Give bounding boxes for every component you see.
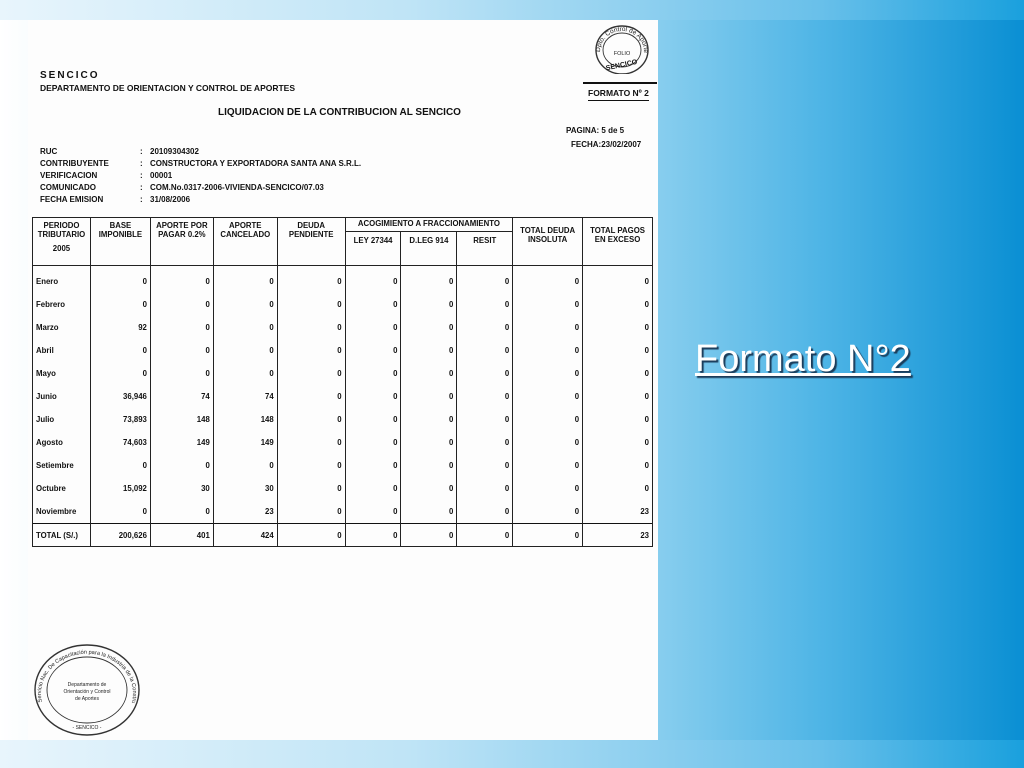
cell-total-deuda: 0 <box>513 431 583 454</box>
row-month: Mayo <box>33 362 91 385</box>
info-colon: : <box>140 195 143 204</box>
cell-ley: 0 <box>345 362 401 385</box>
cell-dleg: 0 <box>401 293 457 316</box>
table-row <box>33 293 653 316</box>
row-month: Enero <box>33 266 91 294</box>
cell-resit: 0 <box>457 431 513 454</box>
cell-aporte-pagar: 0 <box>150 316 213 339</box>
cell-ley: 0 <box>345 293 401 316</box>
cell-total-pagos: 0 <box>583 339 653 362</box>
cell-ley: 0 <box>345 431 401 454</box>
cell-resit: 0 <box>457 500 513 524</box>
cell-dleg: 0 <box>401 454 457 477</box>
cell-dleg: 0 <box>401 477 457 500</box>
cell-total-pagos: 0 <box>583 362 653 385</box>
top-decorative-band <box>0 0 1024 20</box>
table-row <box>33 266 653 294</box>
cell-total-deuda: 0 <box>513 408 583 431</box>
svg-text:Dpto. Control de Aportes <box>586 22 649 53</box>
total-pagos-exceso: 23 <box>583 524 653 547</box>
cell-total-pagos: 0 <box>583 293 653 316</box>
total-resit: 0 <box>457 524 513 547</box>
cell-total-deuda: 0 <box>513 293 583 316</box>
cell-dleg: 0 <box>401 385 457 408</box>
cell-total-pagos: 23 <box>583 500 653 524</box>
cell-base: 0 <box>90 362 150 385</box>
cell-resit: 0 <box>457 316 513 339</box>
header-periodo <box>33 218 91 266</box>
info-colon: : <box>140 159 143 168</box>
total-base: 200,626 <box>90 524 150 547</box>
cell-resit: 0 <box>457 339 513 362</box>
cell-base: 0 <box>90 454 150 477</box>
total-aporte-cancelado: 424 <box>213 524 277 547</box>
cell-deuda: 0 <box>277 431 345 454</box>
info-label: FECHA EMISION <box>40 195 104 204</box>
info-value: COM.No.0317-2006-VIVIENDA-SENCICO/07.03 <box>150 183 324 192</box>
cell-aporte-cancelado: 30 <box>213 477 277 500</box>
cell-aporte-cancelado: 0 <box>213 316 277 339</box>
cell-aporte-pagar: 0 <box>150 339 213 362</box>
total-label: TOTAL (S/.) <box>33 524 91 547</box>
cell-base: 74,603 <box>90 431 150 454</box>
cell-base: 0 <box>90 500 150 524</box>
info-value: 20109304302 <box>150 147 199 156</box>
row-month: Junio <box>33 385 91 408</box>
header-total-pagos: TOTAL PAGOS EN EXCESO <box>583 218 653 266</box>
cell-ley: 0 <box>345 477 401 500</box>
cell-ley: 0 <box>345 339 401 362</box>
table-row <box>33 454 653 477</box>
cell-dleg: 0 <box>401 266 457 294</box>
info-label: VERIFICACION <box>40 171 98 180</box>
total-deuda-insoluta: 0 <box>513 524 583 547</box>
cell-aporte-pagar: 30 <box>150 477 213 500</box>
folio-stamp-icon <box>586 22 652 74</box>
cell-aporte-cancelado: 0 <box>213 454 277 477</box>
cell-aporte-pagar: 148 <box>150 408 213 431</box>
cell-aporte-cancelado: 0 <box>213 266 277 294</box>
cell-total-pagos: 0 <box>583 316 653 339</box>
cell-deuda: 0 <box>277 293 345 316</box>
slide-title: Formato N°2 <box>695 338 911 380</box>
header-dleg: D.LEG 914 <box>401 232 457 266</box>
header-total-deuda: TOTAL DEUDA INSOLUTA <box>513 218 583 266</box>
cell-total-deuda: 0 <box>513 316 583 339</box>
cell-aporte-pagar: 149 <box>150 431 213 454</box>
cell-ley: 0 <box>345 454 401 477</box>
stamp-top-ring-text: Dpto. Control de Aporte <box>594 25 650 54</box>
cell-base: 36,946 <box>90 385 150 408</box>
cell-total-pagos: 0 <box>583 431 653 454</box>
cell-deuda: 0 <box>277 408 345 431</box>
cell-aporte-pagar: 0 <box>150 362 213 385</box>
cell-ley: 0 <box>345 316 401 339</box>
org-name: SENCICO <box>40 70 100 81</box>
info-label: CONTRIBUYENTE <box>40 159 109 168</box>
cell-base: 73,893 <box>90 408 150 431</box>
cell-deuda: 0 <box>277 339 345 362</box>
seal-ring-text: Servicio Nac. De Capacitación para la Industria de la Constru <box>36 649 138 704</box>
cell-base: 0 <box>90 266 150 294</box>
scanned-document <box>28 20 658 740</box>
cell-base: 0 <box>90 293 150 316</box>
row-month: Marzo <box>33 316 91 339</box>
cell-deuda: 0 <box>277 454 345 477</box>
table-row <box>33 500 653 524</box>
header-acogimiento: ACOGIMIENTO A FRACCIONAMIENTO <box>345 218 513 232</box>
cell-aporte-cancelado: 0 <box>213 339 277 362</box>
cell-deuda: 0 <box>277 316 345 339</box>
cell-total-pagos: 0 <box>583 266 653 294</box>
info-row-comunicado <box>40 182 361 194</box>
cell-base: 15,092 <box>90 477 150 500</box>
cell-aporte-pagar: 0 <box>150 266 213 294</box>
cell-aporte-cancelado: 0 <box>213 293 277 316</box>
cell-resit: 0 <box>457 293 513 316</box>
cell-aporte-cancelado: 148 <box>213 408 277 431</box>
row-month: Julio <box>33 408 91 431</box>
table-row <box>33 316 653 339</box>
cell-ley: 0 <box>345 385 401 408</box>
cell-total-deuda: 0 <box>513 385 583 408</box>
cell-dleg: 0 <box>401 316 457 339</box>
row-month: Febrero <box>33 293 91 316</box>
total-dleg: 0 <box>401 524 457 547</box>
info-colon: : <box>140 147 143 156</box>
table-row <box>33 362 653 385</box>
cell-aporte-cancelado: 149 <box>213 431 277 454</box>
cell-dleg: 0 <box>401 339 457 362</box>
table-total-row <box>33 524 653 547</box>
cell-total-deuda: 0 <box>513 454 583 477</box>
table-row <box>33 477 653 500</box>
cell-aporte-cancelado: 0 <box>213 362 277 385</box>
info-colon: : <box>140 171 143 180</box>
stamp-top-sencico: SENCICO <box>605 58 639 73</box>
cell-total-pagos: 0 <box>583 454 653 477</box>
cell-resit: 0 <box>457 362 513 385</box>
bottom-decorative-band <box>0 740 1024 768</box>
table-row <box>33 431 653 454</box>
format-label: FORMATO Nº 2 <box>588 88 649 101</box>
seal-center-line2: Orientación y Control <box>63 689 111 695</box>
cell-resit: 0 <box>457 385 513 408</box>
cell-resit: 0 <box>457 408 513 431</box>
header-periodo-label: PERIODO TRIBUTARIO <box>37 221 86 239</box>
info-colon: : <box>140 183 143 192</box>
cell-aporte-pagar: 0 <box>150 293 213 316</box>
header-aporte-pagar: APORTE POR PAGAR 0.2% <box>150 218 213 266</box>
cell-aporte-cancelado: 74 <box>213 385 277 408</box>
cell-total-deuda: 0 <box>513 500 583 524</box>
info-value: 31/08/2006 <box>150 195 191 204</box>
cell-ley: 0 <box>345 266 401 294</box>
cell-total-deuda: 0 <box>513 266 583 294</box>
cell-resit: 0 <box>457 266 513 294</box>
cell-total-pagos: 0 <box>583 408 653 431</box>
header-year: 2005 <box>52 244 71 253</box>
cell-dleg: 0 <box>401 408 457 431</box>
seal-bottom-text: - SENCICO - <box>72 725 102 731</box>
info-label: COMUNICADO <box>40 183 96 192</box>
cell-deuda: 0 <box>277 385 345 408</box>
table-row <box>33 339 653 362</box>
info-row-fecha-emision <box>40 194 361 206</box>
format-top-rule <box>583 82 657 84</box>
row-month: Agosto <box>33 431 91 454</box>
stamp-top-folio: FOLIO <box>613 51 631 57</box>
header-base: BASE IMPONIBLE <box>90 218 150 266</box>
department-name: DEPARTAMENTO DE ORIENTACION Y CONTROL DE APORTES <box>40 83 296 93</box>
cell-deuda: 0 <box>277 500 345 524</box>
cell-base: 0 <box>90 339 150 362</box>
document-title: LIQUIDACION DE LA CONTRIBUCION AL SENCICO <box>218 107 461 118</box>
cell-total-deuda: 0 <box>513 362 583 385</box>
cell-ley: 0 <box>345 500 401 524</box>
row-month: Noviembre <box>33 500 91 524</box>
document-date: FECHA:23/02/2007 <box>571 140 642 149</box>
row-month: Abril <box>33 339 91 362</box>
cell-aporte-cancelado: 23 <box>213 500 277 524</box>
page-number: PAGINA: 5 de 5 <box>566 126 625 135</box>
cell-base: 92 <box>90 316 150 339</box>
table-row <box>33 408 653 431</box>
info-value: 00001 <box>150 171 173 180</box>
cell-total-deuda: 0 <box>513 339 583 362</box>
table-header-row <box>33 218 653 232</box>
info-row-contribuyente <box>40 158 361 170</box>
seal-center-line3: de Aportes <box>75 696 99 702</box>
department-seal-icon <box>32 642 142 738</box>
info-row-verificacion <box>40 170 361 182</box>
header-resit: RESIT <box>457 232 513 266</box>
cell-resit: 0 <box>457 477 513 500</box>
cell-total-pagos: 0 <box>583 477 653 500</box>
info-row-ruc <box>40 146 361 158</box>
cell-aporte-pagar: 74 <box>150 385 213 408</box>
cell-aporte-pagar: 0 <box>150 454 213 477</box>
cell-resit: 0 <box>457 454 513 477</box>
info-label: RUC <box>40 147 58 156</box>
info-value: CONSTRUCTORA Y EXPORTADORA SANTA ANA S.R.L. <box>150 159 362 168</box>
total-aporte-pagar: 401 <box>150 524 213 547</box>
row-month: Setiembre <box>33 454 91 477</box>
header-deuda: DEUDA PENDIENTE <box>277 218 345 266</box>
cell-total-deuda: 0 <box>513 477 583 500</box>
cell-total-pagos: 0 <box>583 385 653 408</box>
cell-dleg: 0 <box>401 362 457 385</box>
liquidation-table <box>32 217 653 547</box>
total-deuda: 0 <box>277 524 345 547</box>
cell-aporte-pagar: 0 <box>150 500 213 524</box>
header-aporte-cancelado: APORTE CANCELADO <box>213 218 277 266</box>
cell-deuda: 0 <box>277 477 345 500</box>
seal-center-line1: Departamento de <box>67 682 107 688</box>
contributor-info <box>40 146 361 206</box>
cell-deuda: 0 <box>277 362 345 385</box>
row-month: Octubre <box>33 477 91 500</box>
total-ley: 0 <box>345 524 401 547</box>
header-ley: LEY 27344 <box>345 232 401 266</box>
cell-ley: 0 <box>345 408 401 431</box>
cell-dleg: 0 <box>401 431 457 454</box>
table-row <box>33 385 653 408</box>
cell-dleg: 0 <box>401 500 457 524</box>
cell-deuda: 0 <box>277 266 345 294</box>
